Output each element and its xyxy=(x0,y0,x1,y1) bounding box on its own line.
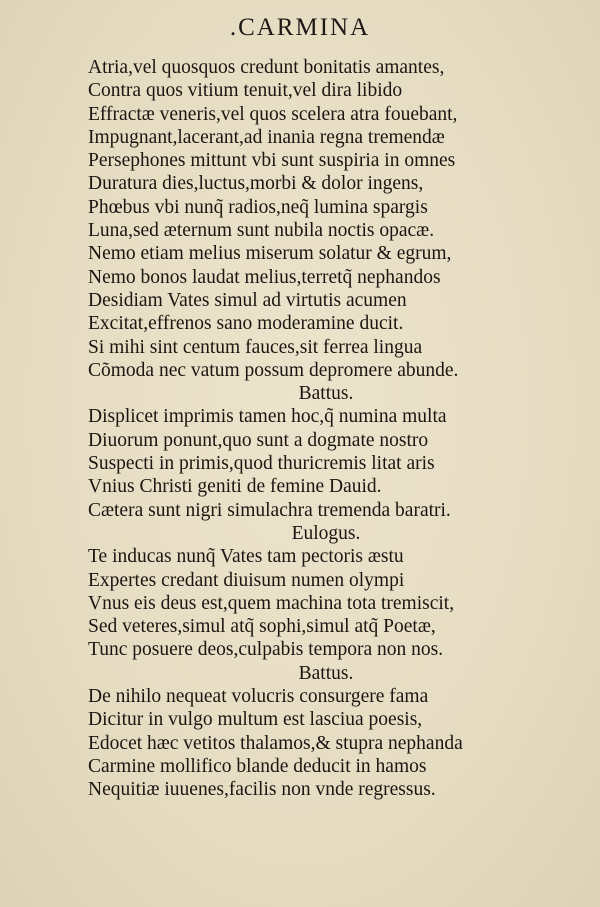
speaker-heading: Battus. xyxy=(298,383,354,405)
verse-line: Edocet hæc vetitos thalamos,& stupra nephanda xyxy=(88,732,463,754)
verse-line: Atria,vel quosquos credunt bonitatis amantes, xyxy=(88,57,445,78)
verse-line: Te inducas nunq̃ Vates tam pectoris æstu xyxy=(88,546,404,568)
verse-line: Luna,sed æternum sunt nubila noctis opacæ. xyxy=(88,220,435,242)
verse-line: Suspecti in primis,quod thuricremis litat aris xyxy=(88,453,435,475)
verse-line: Cõmoda nec vatum possum depromere abunde. xyxy=(88,359,459,381)
verse-line: De nihilo nequeat volucris consurgere fama xyxy=(88,686,429,708)
running-head: .CARMINA xyxy=(229,14,371,41)
verse-line: Carmine mollifico blande deducit in hamos xyxy=(88,755,427,777)
speaker-heading: Battus. xyxy=(298,662,354,684)
verse-line: Duratura dies,luctus,morbi & dolor ingens, xyxy=(88,173,424,195)
verse-line: Diuorum ponunt,quo sunt a dogmate nostro xyxy=(88,429,429,451)
verse-line: Phœbus vbi nunq̃ radios,neq̃ lumina spargis xyxy=(88,196,428,218)
verse-line: Sed veteres,simul atq̃ sophi,simul atq̃ Poetæ, xyxy=(88,616,436,638)
verse-line: Nequitiæ iuuenes,facilis non vnde regressus. xyxy=(88,779,436,801)
verse-line: Vnius Christi geniti de femine Dauid. xyxy=(88,476,382,498)
verse-line: Desidiam Vates simul ad virtutis acumen xyxy=(88,289,407,311)
verse-line: Si mihi sint centum fauces,sit ferrea lingua xyxy=(88,336,423,358)
verse-line: Vnus eis deus est,quem machina tota tremiscit, xyxy=(88,592,455,614)
speaker-heading: Eulogus. xyxy=(291,522,361,544)
verse-line: Cætera sunt nigri simulachra tremenda baratri. xyxy=(88,499,451,521)
verse-line: Effractæ veneris,vel quos scelera atra fouebant, xyxy=(88,103,458,125)
verse-line: Dicitur in vulgo multum est lasciua poesis, xyxy=(88,709,423,731)
verse-line: Impugnant,lacerant,ad inania regna tremendæ xyxy=(88,126,445,148)
verse-line: Persephones mittunt vbi sunt suspiria in omnes xyxy=(88,150,456,172)
verse-line: Expertes credant diuisum numen olympi xyxy=(88,569,405,591)
verse-line: Nemo bonos laudat melius,terretq̃ nephandos xyxy=(88,266,441,288)
verse-line: Contra quos vitium tenuit,vel dira libido xyxy=(88,80,403,102)
verse-line: Tunc posuere deos,culpabis tempora non nos. xyxy=(88,639,444,661)
verse-line: Displicet imprimis tamen hoc,q̃ numina multa xyxy=(88,406,447,428)
text-block xyxy=(88,56,528,802)
verse-line: Excitat,effrenos sano moderamine ducit. xyxy=(88,313,404,335)
verse-line: Nemo etiam melius miserum solatur & egrum, xyxy=(88,243,452,265)
